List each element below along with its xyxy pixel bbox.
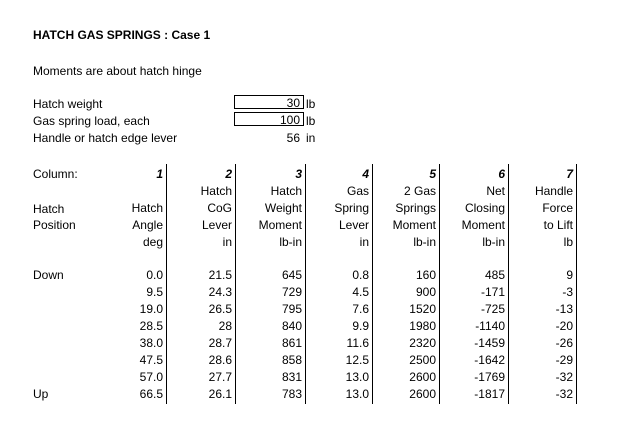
row-position-label: Down: [33, 268, 64, 282]
column-3-divider: [305, 164, 306, 404]
column-4-header-line-2: Spring: [334, 201, 369, 215]
table-cell: 900: [415, 285, 436, 299]
hatch-position-header-2: Position: [33, 218, 76, 232]
table-cell: 858: [281, 353, 302, 367]
table-cell: -1769: [474, 370, 505, 384]
table-cell: -26: [555, 336, 573, 350]
column-7-header-line-4: lb: [563, 235, 573, 249]
hatch-weight-input[interactable]: 30: [234, 95, 304, 109]
handle-lever-value[interactable]: 56: [286, 131, 300, 145]
column-5-divider: [439, 164, 440, 404]
column-6-divider: [508, 164, 509, 404]
table-cell: 2600: [409, 370, 436, 384]
table-cell: -725: [480, 302, 505, 316]
column-3-header-line-1: Hatch: [270, 184, 302, 198]
table-cell: 28.7: [208, 336, 232, 350]
table-cell: -13: [555, 302, 573, 316]
table-cell: 795: [281, 302, 302, 316]
handle-lever-unit: in: [306, 131, 316, 145]
table-cell: 38.0: [139, 336, 163, 350]
table-cell: 840: [281, 319, 302, 333]
table-cell: 645: [281, 268, 302, 282]
column-3-header-line-4: lb-in: [279, 235, 302, 249]
table-cell: 12.5: [345, 353, 369, 367]
table-cell: 783: [281, 387, 302, 401]
column-1-header-line-3: Angle: [132, 218, 163, 232]
column-number-2: 2: [225, 167, 232, 181]
column-2-header-line-4: in: [222, 235, 232, 249]
column-4-header-line-4: in: [359, 235, 369, 249]
column-3-header-line-2: Weight: [264, 201, 302, 215]
table-cell: 47.5: [139, 353, 163, 367]
table-cell: -1642: [474, 353, 505, 367]
column-6-header-line-1: Net: [486, 184, 505, 198]
table-cell: 831: [281, 370, 302, 384]
table-cell: -3: [562, 285, 573, 299]
column-1-divider: [166, 164, 167, 404]
row-position-label: Up: [33, 387, 49, 401]
column-7-header-line-3: to Lift: [543, 218, 573, 232]
column-2-header-line-1: Hatch: [200, 184, 232, 198]
table-cell: 9.5: [146, 285, 163, 299]
table-cell: 28.6: [208, 353, 232, 367]
column-number-5: 5: [429, 167, 436, 181]
sheet-title: HATCH GAS SPRINGS : Case 1: [33, 28, 211, 42]
input-label-handle-lever: Handle or hatch edge lever: [33, 131, 178, 145]
table-cell: 13.0: [345, 370, 369, 384]
column-4-header-line-1: Gas: [346, 184, 369, 198]
table-cell: 0.8: [352, 268, 369, 282]
column-6-header-line-2: Closing: [464, 201, 505, 215]
column-5-header-line-1: 2 Gas: [403, 184, 436, 198]
column-number-1: 1: [156, 167, 163, 181]
table-cell: 28: [218, 319, 232, 333]
column-5-header-line-2: Springs: [395, 201, 436, 215]
sheet-subtitle: Moments are about hatch hinge: [33, 64, 202, 78]
input-label-gas-spring-load: Gas spring load, each: [33, 114, 150, 128]
column-label: Column:: [33, 167, 78, 181]
table-cell: -1817: [474, 387, 505, 401]
column-7-divider: [576, 164, 577, 404]
table-cell: -20: [555, 319, 573, 333]
column-number-7: 7: [566, 167, 573, 181]
column-number-6: 6: [498, 167, 505, 181]
table-cell: 28.5: [139, 319, 163, 333]
table-cell: 861: [281, 336, 302, 350]
table-cell: 4.5: [352, 285, 369, 299]
column-4-divider: [372, 164, 373, 404]
table-cell: 24.3: [208, 285, 232, 299]
table-cell: 11.6: [346, 336, 369, 350]
table-cell: 9: [566, 268, 573, 282]
column-1-header-line-4: deg: [142, 235, 163, 249]
column-6-header-line-3: Moment: [461, 218, 505, 232]
table-cell: 1520: [409, 302, 436, 316]
table-cell: 729: [281, 285, 302, 299]
table-cell: -32: [555, 370, 573, 384]
column-7-header-line-2: Force: [542, 201, 573, 215]
table-cell: 2600: [409, 387, 436, 401]
table-cell: 13.0: [345, 387, 369, 401]
column-6-header-line-4: lb-in: [482, 235, 505, 249]
table-cell: 19.0: [139, 302, 163, 316]
gas-spring-load-input[interactable]: 100: [234, 112, 304, 126]
table-cell: 485: [484, 268, 505, 282]
column-7-header-line-1: Handle: [534, 184, 573, 198]
column-2-header-line-2: CoG: [207, 201, 232, 215]
table-cell: 57.0: [139, 370, 163, 384]
table-cell: -32: [555, 387, 573, 401]
table-cell: 7.6: [352, 302, 369, 316]
column-number-3: 3: [295, 167, 302, 181]
hatch-weight-unit: lb: [306, 97, 316, 111]
input-label-hatch-weight: Hatch weight: [33, 97, 103, 111]
table-cell: -29: [555, 353, 573, 367]
table-cell: 2320: [409, 336, 436, 350]
table-cell: 9.9: [352, 319, 369, 333]
column-5-header-line-3: Moment: [392, 218, 436, 232]
table-cell: 66.5: [139, 387, 163, 401]
column-2-divider: [235, 164, 236, 404]
column-number-4: 4: [362, 167, 369, 181]
table-cell: 21.5: [208, 268, 232, 282]
column-1-header-line-2: Hatch: [131, 201, 163, 215]
table-cell: 27.7: [208, 370, 232, 384]
column-5-header-line-4: lb-in: [413, 235, 436, 249]
table-cell: 26.1: [208, 387, 232, 401]
table-cell: -1459: [474, 336, 505, 350]
table-cell: 160: [415, 268, 436, 282]
hatch-position-header-1: Hatch: [33, 202, 65, 216]
table-cell: 26.5: [208, 302, 232, 316]
table-cell: -171: [480, 285, 505, 299]
table-cell: -1140: [475, 319, 505, 333]
table-cell: 2500: [409, 353, 436, 367]
column-2-header-line-3: Lever: [201, 218, 232, 232]
column-4-header-line-3: Lever: [338, 218, 369, 232]
column-3-header-line-3: Moment: [258, 218, 302, 232]
table-cell: 0.0: [146, 268, 163, 282]
gas-spring-load-unit: lb: [306, 114, 316, 128]
table-cell: 1980: [409, 319, 436, 333]
